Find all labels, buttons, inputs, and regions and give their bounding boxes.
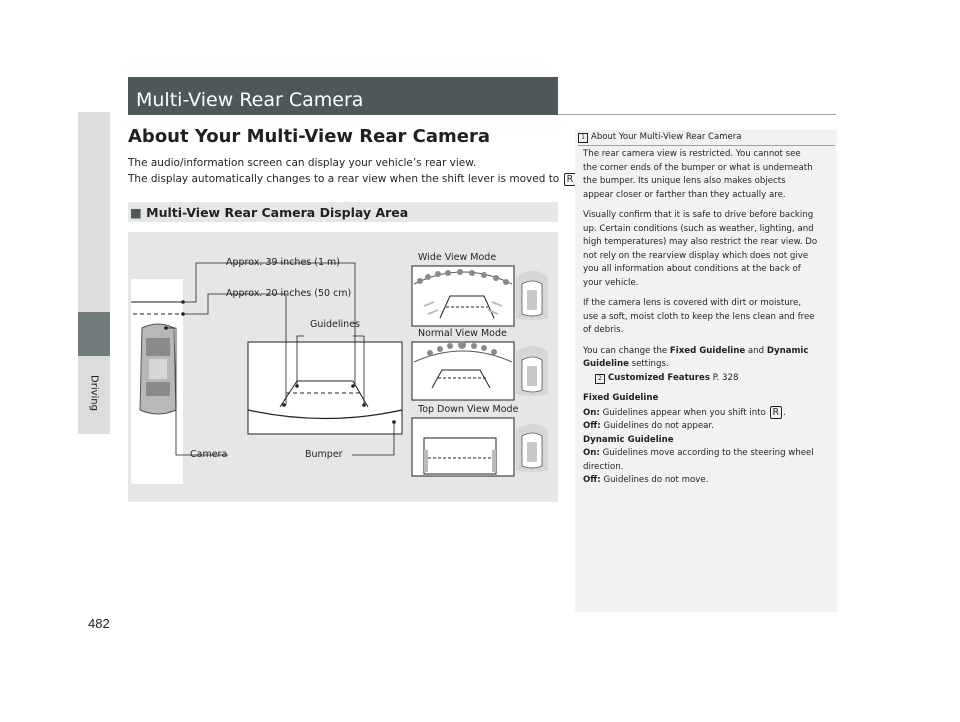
side-tab-marker — [78, 312, 110, 356]
note-para-5: Fixed Guideline On: Guidelines appear when you shift into R . Off: Guidelines do not appear. Dynamic Guideline On: Guidelines move according to the steering wheel direction. Off: Guidelines do not move. — [583, 393, 814, 485]
intro-text — [128, 155, 581, 187]
label-camera: Camera — [190, 449, 228, 460]
note-para-3: If the camera lens is covered with dirt or moisture, use a soft, moist cloth to keep the lens clean and free of debris. — [583, 298, 815, 335]
chapter-title: Multi-View Rear Camera — [136, 89, 364, 111]
note-body — [583, 148, 833, 495]
note-para-1: The rear camera view is restricted. You cannot see the corner ends of the bumper or what is underneath the bumper. Its unique lens also makes objects appear closer or farther than they actually are. — [583, 149, 813, 200]
label-normal-view: Normal View Mode — [418, 328, 507, 339]
page-number: 482 — [88, 616, 110, 631]
car-top-icon — [140, 324, 176, 414]
note-para-4: You can change the Fixed Guideline and Dynamic Guideline settings. 2 Customized Features P. 328 — [583, 345, 833, 386]
intro-line-2: The display automatically changes to a rear view when the shift lever is moved to R — [128, 171, 581, 187]
subsection-title: ■ Multi-View Rear Camera Display Area — [130, 205, 409, 220]
label-top-down-view: Top Down View Mode — [418, 404, 519, 415]
label-guidelines: Guidelines — [310, 319, 360, 330]
camera-display-diagram — [128, 232, 558, 502]
side-tab-label: Driving — [88, 375, 100, 411]
label-approx-50cm: Approx. 20 inches (50 cm) — [226, 288, 352, 299]
note-rule — [578, 145, 835, 146]
main-camera-view — [248, 342, 402, 434]
note-heading: 1 About Your Multi-View Rear Camera — [578, 132, 741, 143]
note-para-2: Visually confirm that it is safe to drive before backing up. Certain conditions (such as weather, lighting, and high temperatures) may also restrict the rear view. Do not rely on the rearview display which does not give you all information about conditions at the back of your vehicle. — [583, 210, 818, 288]
leader-39 — [183, 263, 224, 302]
reference-icon: 2 — [595, 374, 605, 384]
note-icon: 1 — [578, 133, 588, 143]
normal-view-thumb — [412, 341, 548, 400]
shift-r-key-note: R — [770, 406, 783, 419]
header-rule — [558, 114, 836, 115]
shift-r-key: R — [564, 173, 577, 186]
label-wide-view: Wide View Mode — [418, 252, 497, 263]
label-bumper: Bumper — [305, 449, 343, 460]
wide-view-thumb — [412, 266, 548, 326]
customized-features-link[interactable]: 2 Customized Features P. 328 — [583, 372, 833, 386]
top-down-view-thumb — [412, 418, 548, 476]
section-title: About Your Multi-View Rear Camera — [128, 126, 490, 147]
leader-20 — [183, 294, 224, 314]
bullet-icon: ■ — [130, 205, 142, 220]
label-approx-1m: Approx. 39 inches (1 m) — [226, 257, 340, 268]
diagram-graphic — [128, 232, 558, 502]
intro-line-1: The audio/information screen can display your vehicle’s rear view. — [128, 157, 477, 169]
